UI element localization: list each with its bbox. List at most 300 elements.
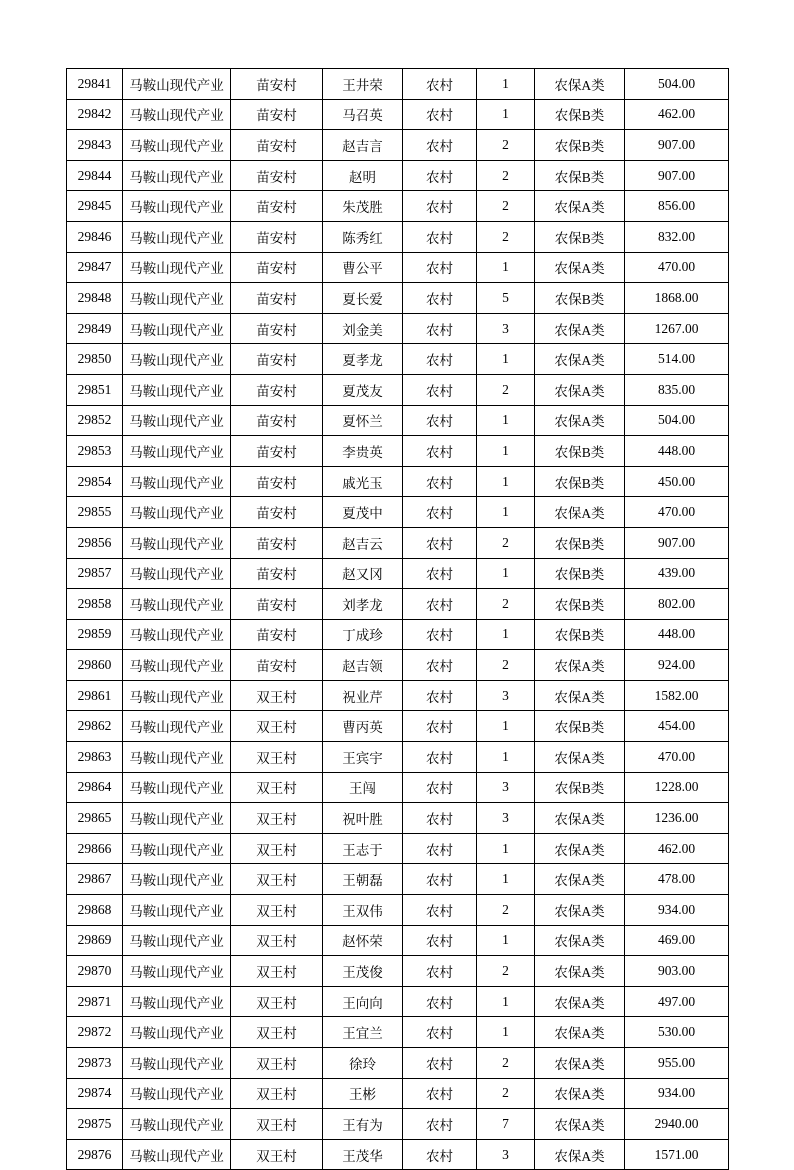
cell-type: 农村 xyxy=(403,497,477,528)
cell-name: 王宾宇 xyxy=(323,742,403,773)
cell-category: 农保A类 xyxy=(535,803,625,834)
cell-type: 农村 xyxy=(403,69,477,100)
cell-amount: 934.00 xyxy=(625,895,729,926)
cell-type: 农村 xyxy=(403,466,477,497)
cell-amount: 470.00 xyxy=(625,497,729,528)
cell-org: 马鞍山现代产业 xyxy=(123,191,231,222)
table-row xyxy=(67,221,729,252)
cell-name: 曹丙英 xyxy=(323,711,403,742)
cell-category: 农保A类 xyxy=(535,680,625,711)
table-row xyxy=(67,313,729,344)
table-row xyxy=(67,252,729,283)
cell-org: 马鞍山现代产业 xyxy=(123,711,231,742)
cell-village: 苗安村 xyxy=(231,558,323,589)
cell-name: 曹公平 xyxy=(323,252,403,283)
table-row xyxy=(67,191,729,222)
table-row xyxy=(67,619,729,650)
cell-count: 2 xyxy=(477,527,535,558)
cell-village: 双王村 xyxy=(231,925,323,956)
cell-type: 农村 xyxy=(403,160,477,191)
cell-village: 双王村 xyxy=(231,1109,323,1140)
cell-count: 1 xyxy=(477,436,535,467)
cell-category: 农保B类 xyxy=(535,711,625,742)
cell-name: 祝业芹 xyxy=(323,680,403,711)
table-row xyxy=(67,283,729,314)
cell-type: 农村 xyxy=(403,221,477,252)
cell-name: 马召英 xyxy=(323,99,403,130)
cell-category: 农保B类 xyxy=(535,589,625,620)
cell-village: 双王村 xyxy=(231,1139,323,1170)
cell-name: 王朝磊 xyxy=(323,864,403,895)
cell-count: 3 xyxy=(477,1139,535,1170)
table-row xyxy=(67,680,729,711)
cell-type: 农村 xyxy=(403,436,477,467)
cell-count: 1 xyxy=(477,986,535,1017)
cell-category: 农保A类 xyxy=(535,191,625,222)
cell-name: 陈秀红 xyxy=(323,221,403,252)
cell-name: 丁成珍 xyxy=(323,619,403,650)
cell-id: 29871 xyxy=(67,986,123,1017)
table-row xyxy=(67,589,729,620)
cell-type: 农村 xyxy=(403,589,477,620)
cell-org: 马鞍山现代产业 xyxy=(123,1078,231,1109)
cell-type: 农村 xyxy=(403,986,477,1017)
cell-id: 29844 xyxy=(67,160,123,191)
table-row xyxy=(67,527,729,558)
cell-org: 马鞍山现代产业 xyxy=(123,589,231,620)
cell-amount: 470.00 xyxy=(625,742,729,773)
cell-amount: 2940.00 xyxy=(625,1109,729,1140)
table-row xyxy=(67,956,729,987)
cell-village: 苗安村 xyxy=(231,69,323,100)
cell-amount: 470.00 xyxy=(625,252,729,283)
cell-org: 马鞍山现代产业 xyxy=(123,864,231,895)
cell-id: 29853 xyxy=(67,436,123,467)
cell-org: 马鞍山现代产业 xyxy=(123,956,231,987)
cell-village: 双王村 xyxy=(231,864,323,895)
cell-count: 1 xyxy=(477,925,535,956)
table-row xyxy=(67,99,729,130)
cell-type: 农村 xyxy=(403,925,477,956)
cell-category: 农保B类 xyxy=(535,466,625,497)
cell-type: 农村 xyxy=(403,313,477,344)
cell-id: 29857 xyxy=(67,558,123,589)
cell-village: 双王村 xyxy=(231,1017,323,1048)
table-row xyxy=(67,711,729,742)
table-row xyxy=(67,986,729,1017)
table-row xyxy=(67,405,729,436)
cell-amount: 454.00 xyxy=(625,711,729,742)
cell-type: 农村 xyxy=(403,1109,477,1140)
cell-name: 夏怀兰 xyxy=(323,405,403,436)
cell-count: 2 xyxy=(477,589,535,620)
cell-name: 徐玲 xyxy=(323,1048,403,1079)
cell-village: 苗安村 xyxy=(231,283,323,314)
cell-id: 29869 xyxy=(67,925,123,956)
cell-category: 农保B类 xyxy=(535,99,625,130)
cell-amount: 1582.00 xyxy=(625,680,729,711)
cell-category: 农保A类 xyxy=(535,1017,625,1048)
cell-category: 农保A类 xyxy=(535,833,625,864)
cell-category: 农保A类 xyxy=(535,252,625,283)
cell-amount: 478.00 xyxy=(625,864,729,895)
cell-id: 29875 xyxy=(67,1109,123,1140)
cell-count: 2 xyxy=(477,1048,535,1079)
cell-name: 戚光玉 xyxy=(323,466,403,497)
cell-amount: 530.00 xyxy=(625,1017,729,1048)
cell-name: 祝叶胜 xyxy=(323,803,403,834)
cell-id: 29861 xyxy=(67,680,123,711)
cell-type: 农村 xyxy=(403,803,477,834)
cell-org: 马鞍山现代产业 xyxy=(123,558,231,589)
cell-org: 马鞍山现代产业 xyxy=(123,283,231,314)
cell-amount: 907.00 xyxy=(625,160,729,191)
cell-amount: 924.00 xyxy=(625,650,729,681)
cell-category: 农保A类 xyxy=(535,895,625,926)
cell-org: 马鞍山现代产业 xyxy=(123,895,231,926)
cell-type: 农村 xyxy=(403,956,477,987)
table-row xyxy=(67,803,729,834)
cell-amount: 462.00 xyxy=(625,833,729,864)
cell-count: 2 xyxy=(477,374,535,405)
cell-id: 29851 xyxy=(67,374,123,405)
cell-name: 王茂俊 xyxy=(323,956,403,987)
cell-name: 夏茂友 xyxy=(323,374,403,405)
cell-name: 赵吉言 xyxy=(323,130,403,161)
table-row xyxy=(67,772,729,803)
cell-type: 农村 xyxy=(403,99,477,130)
cell-type: 农村 xyxy=(403,772,477,803)
cell-name: 赵吉领 xyxy=(323,650,403,681)
table-row xyxy=(67,436,729,467)
cell-village: 双王村 xyxy=(231,711,323,742)
cell-amount: 907.00 xyxy=(625,527,729,558)
cell-name: 朱茂胜 xyxy=(323,191,403,222)
table-row xyxy=(67,374,729,405)
cell-name: 刘金美 xyxy=(323,313,403,344)
cell-amount: 856.00 xyxy=(625,191,729,222)
cell-amount: 1236.00 xyxy=(625,803,729,834)
cell-amount: 504.00 xyxy=(625,405,729,436)
cell-amount: 802.00 xyxy=(625,589,729,620)
cell-category: 农保B类 xyxy=(535,130,625,161)
cell-village: 苗安村 xyxy=(231,191,323,222)
cell-org: 马鞍山现代产业 xyxy=(123,1139,231,1170)
cell-org: 马鞍山现代产业 xyxy=(123,374,231,405)
cell-village: 苗安村 xyxy=(231,436,323,467)
cell-id: 29863 xyxy=(67,742,123,773)
cell-category: 农保A类 xyxy=(535,1109,625,1140)
cell-village: 苗安村 xyxy=(231,221,323,252)
cell-name: 王闯 xyxy=(323,772,403,803)
cell-org: 马鞍山现代产业 xyxy=(123,252,231,283)
table-row xyxy=(67,130,729,161)
cell-category: 农保A类 xyxy=(535,405,625,436)
cell-type: 农村 xyxy=(403,711,477,742)
cell-type: 农村 xyxy=(403,252,477,283)
cell-count: 2 xyxy=(477,130,535,161)
cell-village: 双王村 xyxy=(231,956,323,987)
cell-id: 29848 xyxy=(67,283,123,314)
cell-amount: 439.00 xyxy=(625,558,729,589)
cell-village: 苗安村 xyxy=(231,130,323,161)
cell-org: 马鞍山现代产业 xyxy=(123,1017,231,1048)
cell-count: 3 xyxy=(477,803,535,834)
cell-count: 1 xyxy=(477,344,535,375)
table-body xyxy=(67,69,729,1170)
cell-org: 马鞍山现代产业 xyxy=(123,99,231,130)
cell-count: 2 xyxy=(477,650,535,681)
cell-org: 马鞍山现代产业 xyxy=(123,344,231,375)
table-row xyxy=(67,1139,729,1170)
cell-org: 马鞍山现代产业 xyxy=(123,160,231,191)
cell-count: 7 xyxy=(477,1109,535,1140)
cell-name: 王茂华 xyxy=(323,1139,403,1170)
cell-village: 双王村 xyxy=(231,1078,323,1109)
cell-amount: 832.00 xyxy=(625,221,729,252)
cell-count: 1 xyxy=(477,864,535,895)
cell-id: 29872 xyxy=(67,1017,123,1048)
cell-id: 29874 xyxy=(67,1078,123,1109)
cell-type: 农村 xyxy=(403,344,477,375)
cell-category: 农保A类 xyxy=(535,313,625,344)
cell-count: 2 xyxy=(477,191,535,222)
cell-name: 李贵英 xyxy=(323,436,403,467)
cell-amount: 835.00 xyxy=(625,374,729,405)
cell-name: 夏长爱 xyxy=(323,283,403,314)
cell-type: 农村 xyxy=(403,895,477,926)
cell-id: 29865 xyxy=(67,803,123,834)
cell-type: 农村 xyxy=(403,130,477,161)
cell-type: 农村 xyxy=(403,742,477,773)
cell-category: 农保A类 xyxy=(535,374,625,405)
table-row xyxy=(67,497,729,528)
cell-village: 双王村 xyxy=(231,803,323,834)
cell-type: 农村 xyxy=(403,527,477,558)
table-row xyxy=(67,742,729,773)
cell-name: 王有为 xyxy=(323,1109,403,1140)
cell-category: 农保B类 xyxy=(535,558,625,589)
cell-type: 农村 xyxy=(403,558,477,589)
cell-amount: 462.00 xyxy=(625,99,729,130)
cell-name: 赵又冈 xyxy=(323,558,403,589)
cell-village: 双王村 xyxy=(231,742,323,773)
subsidy-table xyxy=(66,68,729,1170)
cell-type: 农村 xyxy=(403,1017,477,1048)
cell-village: 苗安村 xyxy=(231,619,323,650)
cell-village: 双王村 xyxy=(231,680,323,711)
cell-id: 29870 xyxy=(67,956,123,987)
cell-id: 29855 xyxy=(67,497,123,528)
cell-village: 苗安村 xyxy=(231,344,323,375)
cell-category: 农保A类 xyxy=(535,986,625,1017)
cell-count: 3 xyxy=(477,313,535,344)
table-row xyxy=(67,864,729,895)
cell-org: 马鞍山现代产业 xyxy=(123,772,231,803)
table-row xyxy=(67,558,729,589)
cell-count: 1 xyxy=(477,619,535,650)
cell-amount: 469.00 xyxy=(625,925,729,956)
cell-category: 农保A类 xyxy=(535,497,625,528)
cell-village: 苗安村 xyxy=(231,405,323,436)
table-row xyxy=(67,466,729,497)
cell-id: 29846 xyxy=(67,221,123,252)
cell-category: 农保A类 xyxy=(535,742,625,773)
cell-type: 农村 xyxy=(403,283,477,314)
cell-org: 马鞍山现代产业 xyxy=(123,497,231,528)
cell-org: 马鞍山现代产业 xyxy=(123,680,231,711)
cell-name: 王向向 xyxy=(323,986,403,1017)
cell-org: 马鞍山现代产业 xyxy=(123,130,231,161)
cell-amount: 504.00 xyxy=(625,69,729,100)
cell-amount: 955.00 xyxy=(625,1048,729,1079)
cell-org: 马鞍山现代产业 xyxy=(123,313,231,344)
cell-category: 农保A类 xyxy=(535,1048,625,1079)
cell-org: 马鞍山现代产业 xyxy=(123,527,231,558)
cell-village: 苗安村 xyxy=(231,252,323,283)
cell-org: 马鞍山现代产业 xyxy=(123,221,231,252)
cell-amount: 934.00 xyxy=(625,1078,729,1109)
cell-count: 5 xyxy=(477,283,535,314)
cell-count: 3 xyxy=(477,680,535,711)
cell-name: 王宜兰 xyxy=(323,1017,403,1048)
cell-count: 1 xyxy=(477,497,535,528)
cell-org: 马鞍山现代产业 xyxy=(123,803,231,834)
cell-village: 苗安村 xyxy=(231,374,323,405)
cell-count: 2 xyxy=(477,895,535,926)
cell-count: 2 xyxy=(477,221,535,252)
cell-category: 农保A类 xyxy=(535,925,625,956)
cell-count: 1 xyxy=(477,405,535,436)
cell-id: 29847 xyxy=(67,252,123,283)
cell-name: 王志于 xyxy=(323,833,403,864)
cell-id: 29849 xyxy=(67,313,123,344)
cell-id: 29854 xyxy=(67,466,123,497)
cell-org: 马鞍山现代产业 xyxy=(123,833,231,864)
cell-id: 29860 xyxy=(67,650,123,681)
cell-name: 夏孝龙 xyxy=(323,344,403,375)
cell-type: 农村 xyxy=(403,833,477,864)
table-row xyxy=(67,1017,729,1048)
cell-amount: 497.00 xyxy=(625,986,729,1017)
cell-category: 农保B类 xyxy=(535,283,625,314)
cell-org: 马鞍山现代产业 xyxy=(123,925,231,956)
cell-org: 马鞍山现代产业 xyxy=(123,619,231,650)
cell-village: 苗安村 xyxy=(231,497,323,528)
cell-category: 农保B类 xyxy=(535,772,625,803)
cell-type: 农村 xyxy=(403,1048,477,1079)
table-row xyxy=(67,160,729,191)
cell-amount: 1228.00 xyxy=(625,772,729,803)
cell-village: 苗安村 xyxy=(231,466,323,497)
cell-village: 苗安村 xyxy=(231,650,323,681)
cell-amount: 448.00 xyxy=(625,619,729,650)
cell-amount: 1868.00 xyxy=(625,283,729,314)
cell-amount: 1267.00 xyxy=(625,313,729,344)
cell-village: 双王村 xyxy=(231,833,323,864)
cell-count: 1 xyxy=(477,711,535,742)
cell-id: 29852 xyxy=(67,405,123,436)
cell-org: 马鞍山现代产业 xyxy=(123,1109,231,1140)
cell-category: 农保A类 xyxy=(535,69,625,100)
cell-type: 农村 xyxy=(403,619,477,650)
cell-name: 王彬 xyxy=(323,1078,403,1109)
cell-org: 马鞍山现代产业 xyxy=(123,742,231,773)
cell-count: 3 xyxy=(477,772,535,803)
cell-village: 苗安村 xyxy=(231,527,323,558)
cell-count: 2 xyxy=(477,956,535,987)
cell-amount: 448.00 xyxy=(625,436,729,467)
cell-category: 农保A类 xyxy=(535,956,625,987)
cell-village: 苗安村 xyxy=(231,160,323,191)
cell-amount: 514.00 xyxy=(625,344,729,375)
table-row xyxy=(67,344,729,375)
cell-count: 1 xyxy=(477,833,535,864)
cell-id: 29841 xyxy=(67,69,123,100)
cell-count: 1 xyxy=(477,742,535,773)
table-row xyxy=(67,1109,729,1140)
cell-category: 农保B类 xyxy=(535,221,625,252)
table-row xyxy=(67,69,729,100)
table-row xyxy=(67,650,729,681)
cell-village: 双王村 xyxy=(231,772,323,803)
cell-village: 苗安村 xyxy=(231,99,323,130)
cell-name: 赵吉云 xyxy=(323,527,403,558)
cell-id: 29850 xyxy=(67,344,123,375)
cell-id: 29868 xyxy=(67,895,123,926)
cell-count: 1 xyxy=(477,252,535,283)
table-row xyxy=(67,833,729,864)
cell-village: 苗安村 xyxy=(231,589,323,620)
table-row xyxy=(67,895,729,926)
cell-name: 赵怀荣 xyxy=(323,925,403,956)
cell-count: 2 xyxy=(477,160,535,191)
cell-type: 农村 xyxy=(403,374,477,405)
table-row xyxy=(67,925,729,956)
cell-village: 双王村 xyxy=(231,986,323,1017)
cell-org: 马鞍山现代产业 xyxy=(123,69,231,100)
cell-category: 农保B类 xyxy=(535,160,625,191)
cell-name: 刘孝龙 xyxy=(323,589,403,620)
cell-id: 29856 xyxy=(67,527,123,558)
cell-name: 赵明 xyxy=(323,160,403,191)
cell-id: 29858 xyxy=(67,589,123,620)
cell-type: 农村 xyxy=(403,650,477,681)
cell-category: 农保B类 xyxy=(535,436,625,467)
cell-name: 王双伟 xyxy=(323,895,403,926)
cell-org: 马鞍山现代产业 xyxy=(123,986,231,1017)
cell-type: 农村 xyxy=(403,191,477,222)
cell-type: 农村 xyxy=(403,864,477,895)
cell-type: 农村 xyxy=(403,680,477,711)
table-row xyxy=(67,1048,729,1079)
cell-type: 农村 xyxy=(403,405,477,436)
cell-count: 1 xyxy=(477,466,535,497)
cell-village: 双王村 xyxy=(231,1048,323,1079)
table-row xyxy=(67,1078,729,1109)
cell-category: 农保A类 xyxy=(535,650,625,681)
cell-amount: 450.00 xyxy=(625,466,729,497)
cell-id: 29864 xyxy=(67,772,123,803)
cell-type: 农村 xyxy=(403,1139,477,1170)
cell-name: 夏茂中 xyxy=(323,497,403,528)
cell-category: 农保B类 xyxy=(535,619,625,650)
cell-id: 29845 xyxy=(67,191,123,222)
cell-count: 1 xyxy=(477,99,535,130)
cell-count: 1 xyxy=(477,69,535,100)
cell-name: 王井荣 xyxy=(323,69,403,100)
cell-category: 农保B类 xyxy=(535,527,625,558)
